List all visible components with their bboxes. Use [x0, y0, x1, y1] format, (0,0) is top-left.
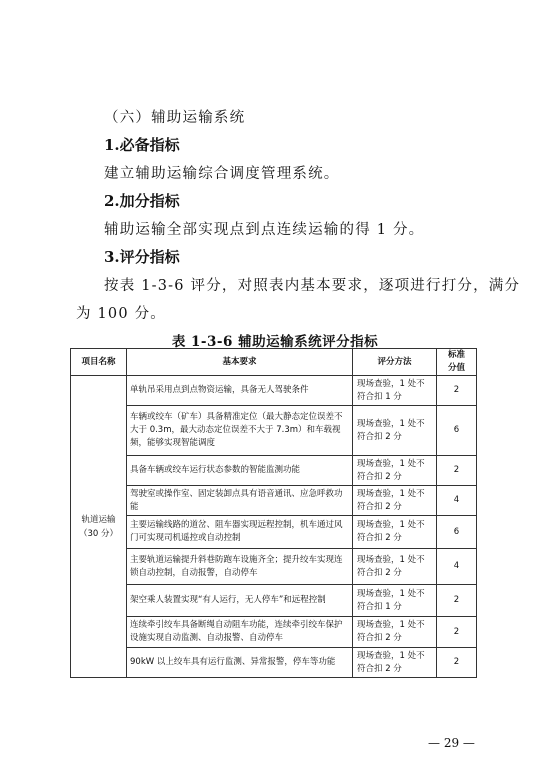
requirement-cell: 单轨吊采用点到点物资运输，具备无人驾驶条件: [127, 376, 353, 406]
method-cell: 现场查验，1 处不符合扣 2 分: [353, 406, 437, 456]
scoring-table: [70, 348, 477, 678]
table-row: [71, 456, 477, 486]
score-cell: 2: [437, 617, 477, 648]
table-caption: 表 1-3-6 辅助运输系统评分指标: [171, 334, 379, 350]
requirement-cell: 车辆或绞车（矿车）具备精准定位（最大静态定位误差不大于 0.3m，最大动态定位误差不大于 7.3m）和车载视频，能够实现智能调度: [127, 406, 353, 456]
table-row: [71, 617, 477, 648]
header-score-line1: 标准: [447, 350, 465, 360]
score-cell: 2: [437, 648, 477, 678]
method-cell: 现场查验，1 处不符合扣 2 分: [353, 549, 437, 585]
score-cell: 6: [437, 406, 477, 456]
requirement-cell: 主要轨道运输提升斜巷防跑车设施齐全；提升绞车实现连锁自动控制，自动报警，自动停车: [127, 549, 353, 585]
paragraph-scoring-line1: 按表 1-3-6 评分，对照表内基本要求，逐项进行打分，满分: [104, 278, 521, 294]
table-row: [71, 376, 477, 406]
score-cell: 4: [437, 549, 477, 585]
requirement-cell: 连续牵引绞车具备断绳自动阻车功能，连续牵引绞车保护设施实现自动监测、自动报警、自动停车: [127, 617, 353, 648]
table-row: [71, 486, 477, 516]
table-row: [71, 585, 477, 617]
heading-bonus: 2.加分指标: [104, 192, 180, 210]
method-cell: 现场查验，1 处不符合扣 2 分: [353, 516, 437, 549]
method-cell: 现场查验，1 处不符合扣 2 分: [353, 648, 437, 678]
item-name-line1: 轨道运输: [81, 514, 116, 525]
requirement-cell: 具备车辆或绞车运行状态参数的智能监测功能: [127, 456, 353, 486]
requirement-cell: 驾驶室或操作室、固定装卸点具有语音通讯、应急呼救功能: [127, 486, 353, 516]
table-row: [71, 648, 477, 678]
paragraph-scoring-line2: 为 100 分。: [76, 306, 166, 322]
method-cell: 现场查验，1 处不符合扣 2 分: [353, 456, 437, 486]
item-name-cell: [71, 376, 127, 678]
score-cell: 4: [437, 486, 477, 516]
requirement-cell: 90kW 以上绞车具有运行监测、异常报警，停车等功能: [127, 648, 353, 678]
header-item-name: 项目名称: [71, 349, 127, 376]
score-cell: 2: [437, 585, 477, 617]
section-title: （六）辅助运输系统: [104, 110, 246, 126]
requirement-cell: 主要运输线路的道岔、阻车器实现远程控制，机车通过风门可实现司机遥控或自动控制: [127, 516, 353, 549]
heading-scoring: 3.评分指标: [104, 248, 180, 266]
paragraph-required: 建立辅助运输综合调度管理系统。: [104, 166, 340, 182]
table-row: [71, 516, 477, 549]
table-header-row: [71, 349, 477, 376]
header-score: [437, 349, 477, 376]
score-cell: 2: [437, 456, 477, 486]
header-method: 评分方法: [353, 349, 437, 376]
header-score-line2: 分值: [447, 363, 465, 373]
requirement-cell: 架空乘人装置实现“有人运行，无人停车”和远程控制: [127, 585, 353, 617]
paragraph-bonus: 辅助运输全部实现点到点连续运输的得 1 分。: [104, 222, 425, 238]
table-row: [71, 406, 477, 456]
method-cell: 现场查验，1 处不符合扣 2 分: [353, 617, 437, 648]
table-row: [71, 549, 477, 585]
score-cell: 2: [437, 376, 477, 406]
score-cell: 6: [437, 516, 477, 549]
method-cell: 现场查验，1 处不符合扣 2 分: [353, 486, 437, 516]
item-name-line2: （30 分）: [78, 528, 119, 539]
header-requirement: 基本要求: [127, 349, 353, 376]
method-cell: 现场查验，1 处不符合扣 1 分: [353, 585, 437, 617]
heading-required: 1.必备指标: [104, 136, 180, 154]
method-cell: 现场查验，1 处不符合扣 1 分: [353, 376, 437, 406]
page-number: — 29 —: [428, 736, 475, 750]
